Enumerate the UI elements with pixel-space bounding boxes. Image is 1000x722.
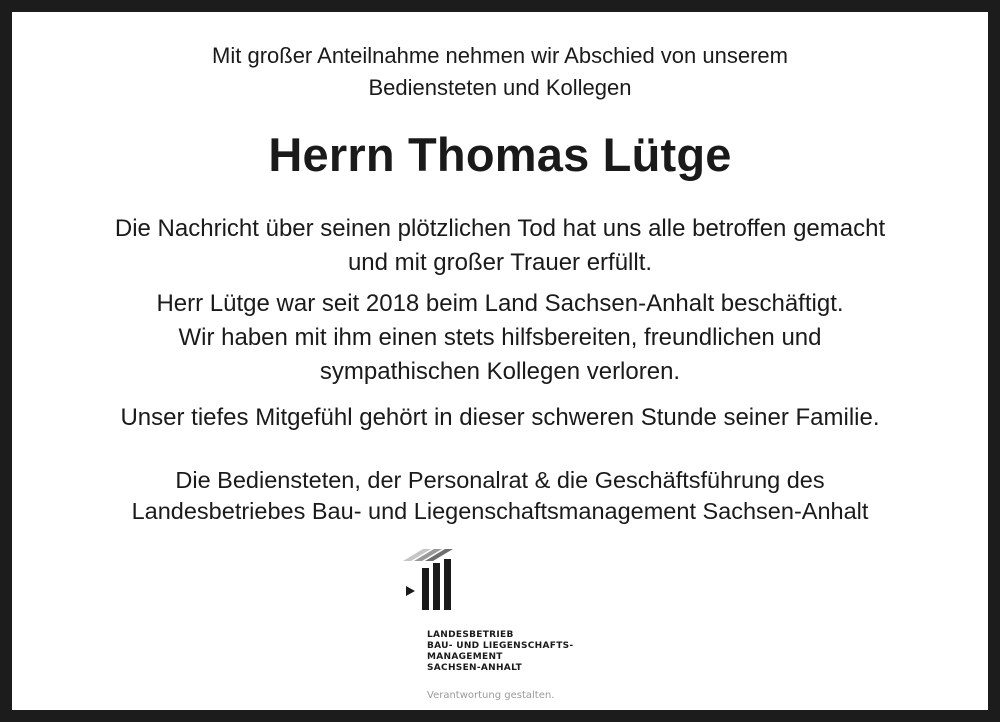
- deceased-name: Herrn Thomas Lütge: [268, 128, 732, 181]
- signature-line-1: Die Bediensteten, der Personalrat & die Geschäftsführung des: [175, 467, 825, 493]
- paragraph1-line-1: Die Nachricht über seinen plötzlichen Tod hat uns alle betroffen gemacht: [114, 215, 886, 242]
- paragraph1-line-2: und mit großer Trauer erfüllt.: [347, 249, 653, 276]
- logo-text-line-1: LANDESBETRIEB: [427, 630, 514, 640]
- lbb-logo-mark: [400, 542, 470, 612]
- logo-text-line-2: BAU- UND LIEGENSCHAFTS-: [427, 641, 574, 651]
- logo-text-line-4: SACHSEN-ANHALT: [427, 663, 523, 673]
- paragraph2-line-2: Wir haben mit ihm einen stets hilfsbereiten, freundlichen und: [178, 324, 822, 351]
- logo-text-line-3: MANAGEMENT: [427, 652, 503, 662]
- logo-slogan: Verantwortung gestalten.: [427, 690, 555, 701]
- paragraph3-line-1: Unser tiefes Mitgefühl gehört in dieser schweren Stunde seiner Familie.: [120, 404, 880, 431]
- paragraph2-line-1: Herr Lütge war seit 2018 beim Land Sachsen-Anhalt beschäftigt.: [156, 290, 844, 317]
- intro-line-1: Mit großer Anteilnahme nehmen wir Abschied von unserem: [212, 43, 788, 68]
- intro-line-2: Bediensteten und Kollegen: [368, 75, 632, 100]
- paragraph2-line-3: sympathischen Kollegen verloren.: [319, 358, 681, 385]
- signature-line-2: Landesbetriebes Bau- und Liegenschaftsmanagement Sachsen-Anhalt: [131, 498, 869, 524]
- lbb-logo: [400, 542, 610, 702]
